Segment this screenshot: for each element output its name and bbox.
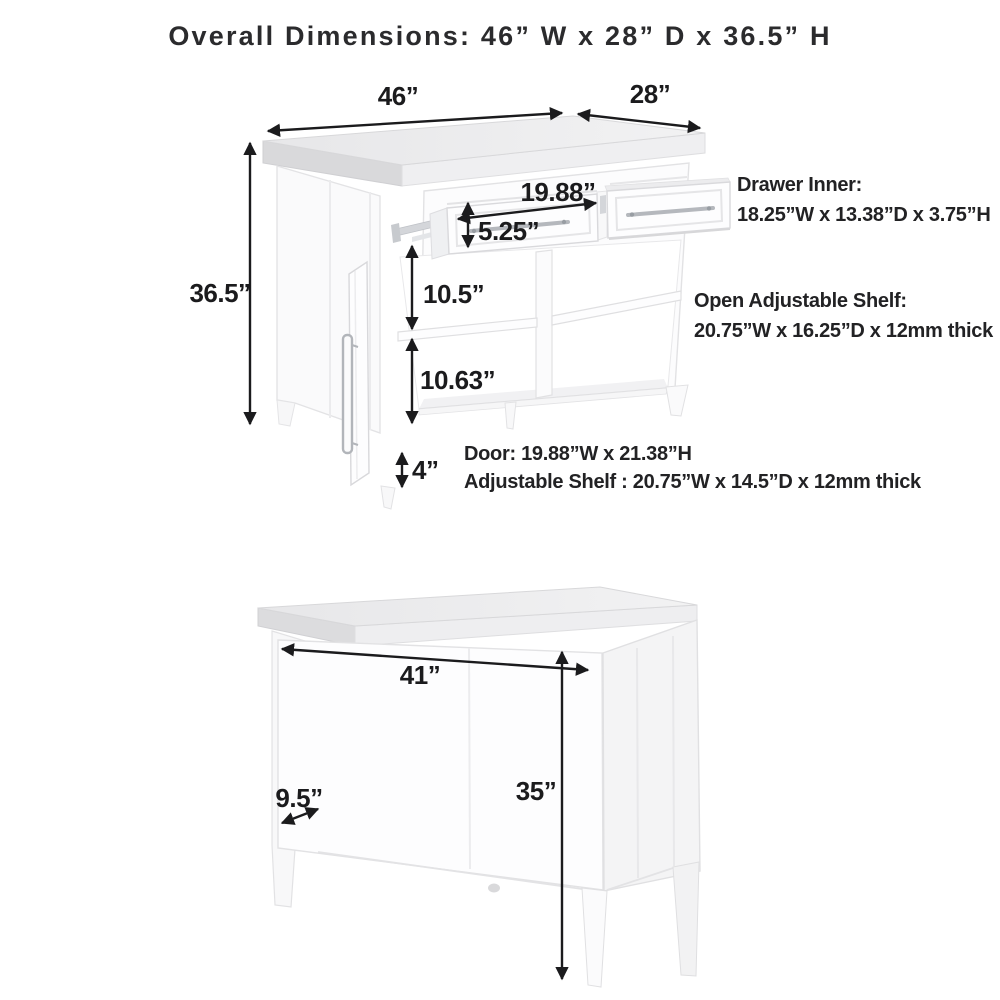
handle-post — [562, 220, 566, 224]
dim-overhang-label: 9.5” — [275, 783, 323, 813]
back-left-leg — [277, 400, 295, 426]
top-view-figure — [189, 79, 994, 509]
front-right-leg — [582, 888, 607, 987]
handle-post — [707, 206, 711, 210]
note-door: Door: 19.88”W x 21.38”H — [464, 443, 692, 465]
side-panel-groove — [637, 648, 638, 878]
glide-foot — [488, 884, 500, 893]
dim-drawer-height-label: 5.25” — [478, 216, 540, 246]
dim-upper-opening-label: 10.5” — [423, 279, 485, 309]
far-right-leg — [673, 862, 699, 976]
dim-opening-width-label: 41” — [399, 660, 441, 690]
dim-width-label: 46” — [377, 81, 419, 111]
note-adjustable-shelf: Adjustable Shelf : 20.75”W x 14.5”D x 12mm thick — [464, 471, 921, 493]
dim-drawer-width-label: 19.88” — [520, 177, 596, 207]
handle-post — [472, 229, 476, 233]
page-title: Overall Dimensions: 46” W x 28” D x 36.5” H — [168, 21, 832, 51]
handle-post — [630, 212, 634, 216]
door-handle — [343, 335, 352, 453]
side-panel-groove — [673, 636, 674, 866]
note-open-shelf-title: Open Adjustable Shelf: — [694, 290, 907, 312]
drawer-side — [430, 208, 449, 259]
note-open-shelf-value: 20.75”W x 16.25”D x 12mm thick — [694, 320, 993, 342]
center-divider — [536, 250, 552, 398]
note-drawer-inner-value: 18.25”W x 13.38”D x 3.75”H — [737, 204, 991, 226]
dim-leg-label: 4” — [412, 455, 439, 485]
drawer-slide-bracket — [391, 223, 401, 243]
dim-counter-height-label: 35” — [515, 776, 557, 806]
note-drawer-inner-title: Drawer Inner: — [737, 174, 863, 196]
bottom-view-figure — [258, 587, 700, 987]
front-left-foot — [381, 486, 395, 509]
front-right-leg — [666, 385, 688, 416]
center-foot — [505, 402, 516, 429]
drawer-slide-rail — [600, 195, 606, 214]
panel-seam — [469, 648, 470, 869]
dim-depth-label: 28” — [629, 79, 671, 109]
side-panel-right — [603, 620, 700, 891]
dim-height-label: 36.5” — [189, 278, 251, 308]
dim-lower-opening-label: 10.63” — [420, 365, 496, 395]
drawer-right — [600, 178, 730, 239]
